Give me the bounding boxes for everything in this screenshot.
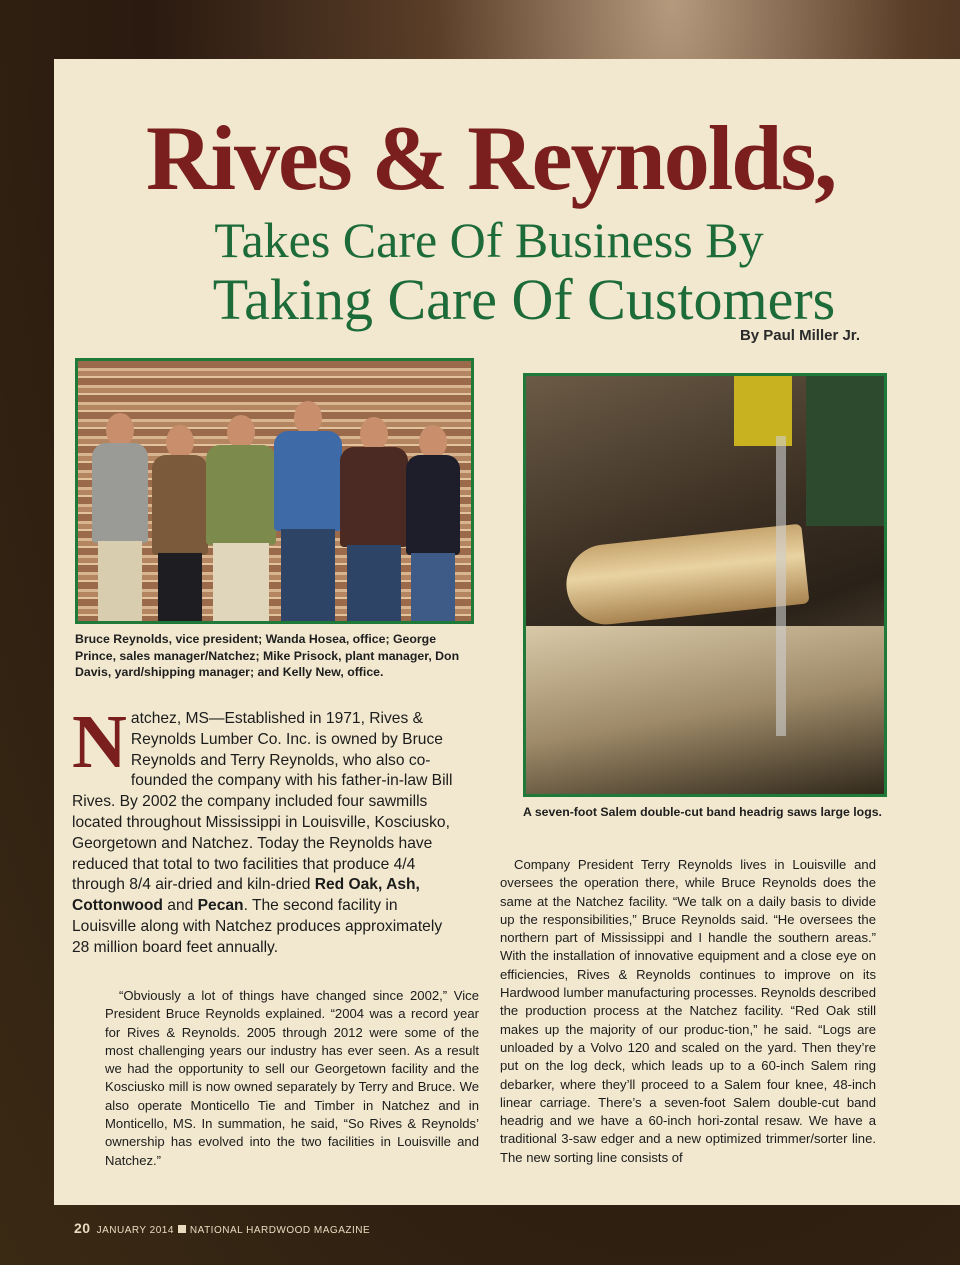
person-figure [274, 401, 342, 621]
article-quote-paragraph: “Obviously a lot of things have changed since 2002,” Vice President Bruce Reynolds explained. “2004 was a record year for Rives & Reynolds. 2005 through 2012 were some of the most challenging years our industry has ever seen. As a result we had the opportunity to sell our Georgetown facility and the Kosciusko mill is now owned separately by Terry and Bruce. We also operate Monticello Tie and Timber in Natchez and in Monticello, MS. In summation, he said, “So Rives & Reynolds’ ownership has evolved into the two facilities in Louisville and Natchez.” [105, 988, 479, 1168]
page-number: 20 [74, 1220, 91, 1236]
article-title: Rives & Reynolds, [146, 107, 836, 209]
photo-caption-staff: Bruce Reynolds, vice president; Wanda Hosea, office; George Prince, sales manager/Natchez; Mike Prisock, plant manager, Don Davis, yard/shipping manager; and Kelly New, office. [75, 632, 460, 679]
byline: By Paul Miller Jr. [739, 327, 860, 344]
headrig-photo [523, 373, 887, 797]
drop-cap: N [72, 700, 127, 784]
issue-date: JANUARY 2014 [96, 1225, 174, 1236]
saw-machine [806, 376, 887, 526]
staff-group-photo [75, 358, 474, 624]
photo-caption-headrig: A seven-foot Salem double-cut band headrig saws large logs. [523, 805, 882, 819]
article-intro-paragraph: Natchez, MS—Established in 1971, Rives & Reynolds Lumber Co. Inc. is owned by Bruce Reynolds and Terry Reynolds, who also co-founded the company with his father-in-law Bill Rives. By 2002 the company included four sawmills located throughout Mississippi in Louisville, Kosciusko, Georgetown and Natchez. Today the Reynolds have reduced that total to two facilities that produce 4/4 through 8/4 air-dried and kiln-dried Red Oak, Ash, Cottonwood and Pecan. The second facility in Louisville along with Natchez produces approximately 28 million board feet annually. [72, 700, 453, 956]
person-figure [406, 425, 460, 621]
article-column-right: Company President Terry Reynolds lives in Louisville and oversees the operation there, while Bruce Reynolds does the same at the Natchez facility. “We talk on a daily basis to divide up the responsibilities,” Bruce Reynolds said. “He oversees the northern part of Mississippi and I handle the southern areas.” With the installation of innovative equipment and a close eye on efficiencies, Rives & Reynolds continues to improve on its Hardwood lumber manufacturing processes. Reynolds described the production process at the Natchez facility. “Red Oak still makes up the majority of our produc-tion,” he said. “Logs are unloaded by a Volvo 120 and scaled on the yard. Then they’re put on the log deck, which leads up to a 60-inch Salem ring debarker, where they’ll proceed to a Salem four knee, 48-inch linear carriage. There’s a seven-foot Salem double-cut band headrig and we have a 60-inch hori-zontal resaw. We have a traditional 3-saw edger and a new optimized trimmer/sorter line. The new sorting line consists of [500, 857, 876, 1165]
article-subtitle-line2: Taking Care Of Customers [212, 267, 836, 332]
magazine-name: NATIONAL HARDWOOD MAGAZINE [189, 1225, 371, 1236]
separator-square-icon [178, 1225, 186, 1233]
person-figure [340, 417, 408, 621]
people-group [78, 401, 471, 621]
person-figure [92, 413, 148, 621]
band-saw-blade [776, 436, 786, 736]
mill-floor [526, 626, 884, 797]
person-figure [152, 425, 208, 621]
person-figure [206, 415, 276, 621]
article-subtitle-line1: Takes Care Of Business By [214, 212, 764, 268]
magazine-page [54, 59, 960, 1205]
page-footer [74, 1220, 370, 1236]
log [562, 524, 809, 629]
